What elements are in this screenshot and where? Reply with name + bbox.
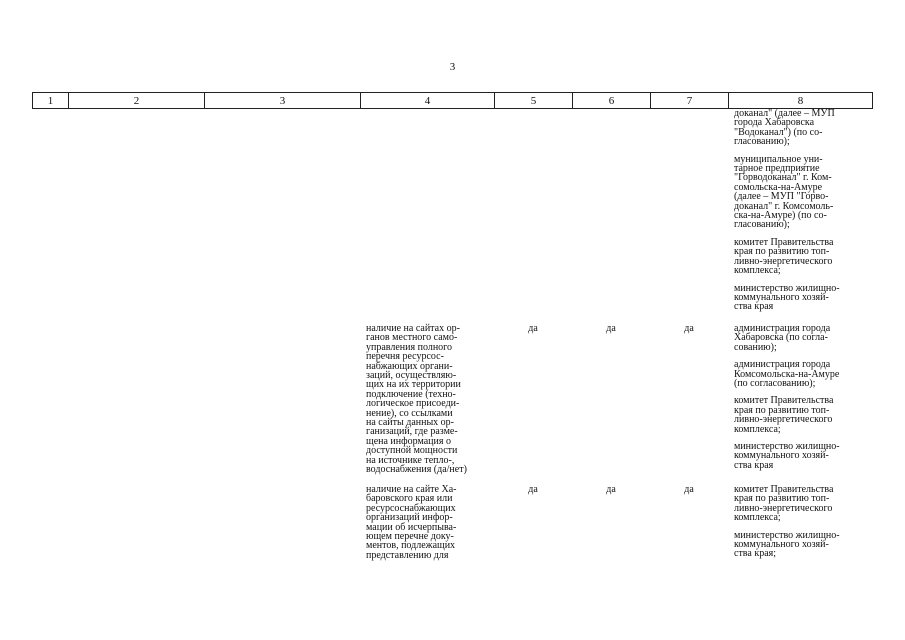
responsible-cell [734,109,870,312]
responsible-entry: министерство жилищно- коммунального хозяй- ства края; [734,529,840,560]
responsible-entry: администрация города Комсомольска-на-Амуре (по согласованию); [734,359,840,390]
responsible-entry: министерство жилищно- коммунального хозяй- ства края [734,441,840,471]
page-number: 3 [449,61,456,73]
responsible-entry: доканал" (далее – МУП города Хабаровска "Водоканал") (по со- гласованию); [734,108,835,148]
header-col-6: 6 [573,93,651,109]
responsible-entry: комитет Правительства края по развитию топ- ливно-энергетического комплекса; [734,395,834,435]
responsible-entry: администрация города Хабаровска (по согла- сованию); [734,323,831,353]
value-cell-col-7: да [684,484,694,495]
header-col-1: 1 [33,93,69,109]
table-row [32,109,872,312]
responsible-cell [734,485,870,559]
header-col-4: 4 [361,93,495,109]
table-row [32,485,872,560]
responsible-entry: комитет Правительства края по развитию топ- ливно-энергетического комплекса; [734,484,834,524]
value-cell-col-6: да [606,484,616,495]
table-row [32,324,872,475]
responsible-entry: муниципальное уни- тарное предприятие "Горводоканал" г. Ком- сомольска-на-Амуре (далее – МУП "Горво- доканал" г. Комсомоль- ска-на-Амуре) (по со- гласованию); [734,153,834,231]
responsible-entry: комитет Правительства края по развитию топ- ливно-энергетического комплекса; [734,236,834,277]
header-col-8: 8 [729,93,873,109]
value-cell-col-6: да [606,323,616,334]
header-col-3: 3 [205,93,361,109]
value-cell-col-5: да [528,484,538,495]
table-header [32,92,873,109]
header-col-5: 5 [495,93,573,109]
responsible-entry: министерство жилищно- коммунального хозяй- ства края [734,282,840,313]
indicator-cell: наличие на сайтах ор- ганов местного само- управления полного перечня ресурсос- набжающих органи- заций, осуществляю- щих на их территории подключение (техно- логическое присоеди- нение), со ссылками на сайты данных ор- ганизаций, где разме- щена информация о доступной мощности на источнике тепло-, водоснабжения (да/нет) [366,323,467,476]
header-col-7: 7 [651,93,729,109]
responsible-cell [734,324,870,470]
table-body [32,109,872,560]
indicator-cell: наличие на сайте Ха- баровского края или ресурсоснабжающих организаций инфор- мации об исчерпыва- ющем перечне доку- ментов, подлежащих представлению для [366,484,457,561]
value-cell-col-5: да [528,323,538,334]
header-col-2: 2 [69,93,205,109]
value-cell-col-7: да [684,323,694,334]
